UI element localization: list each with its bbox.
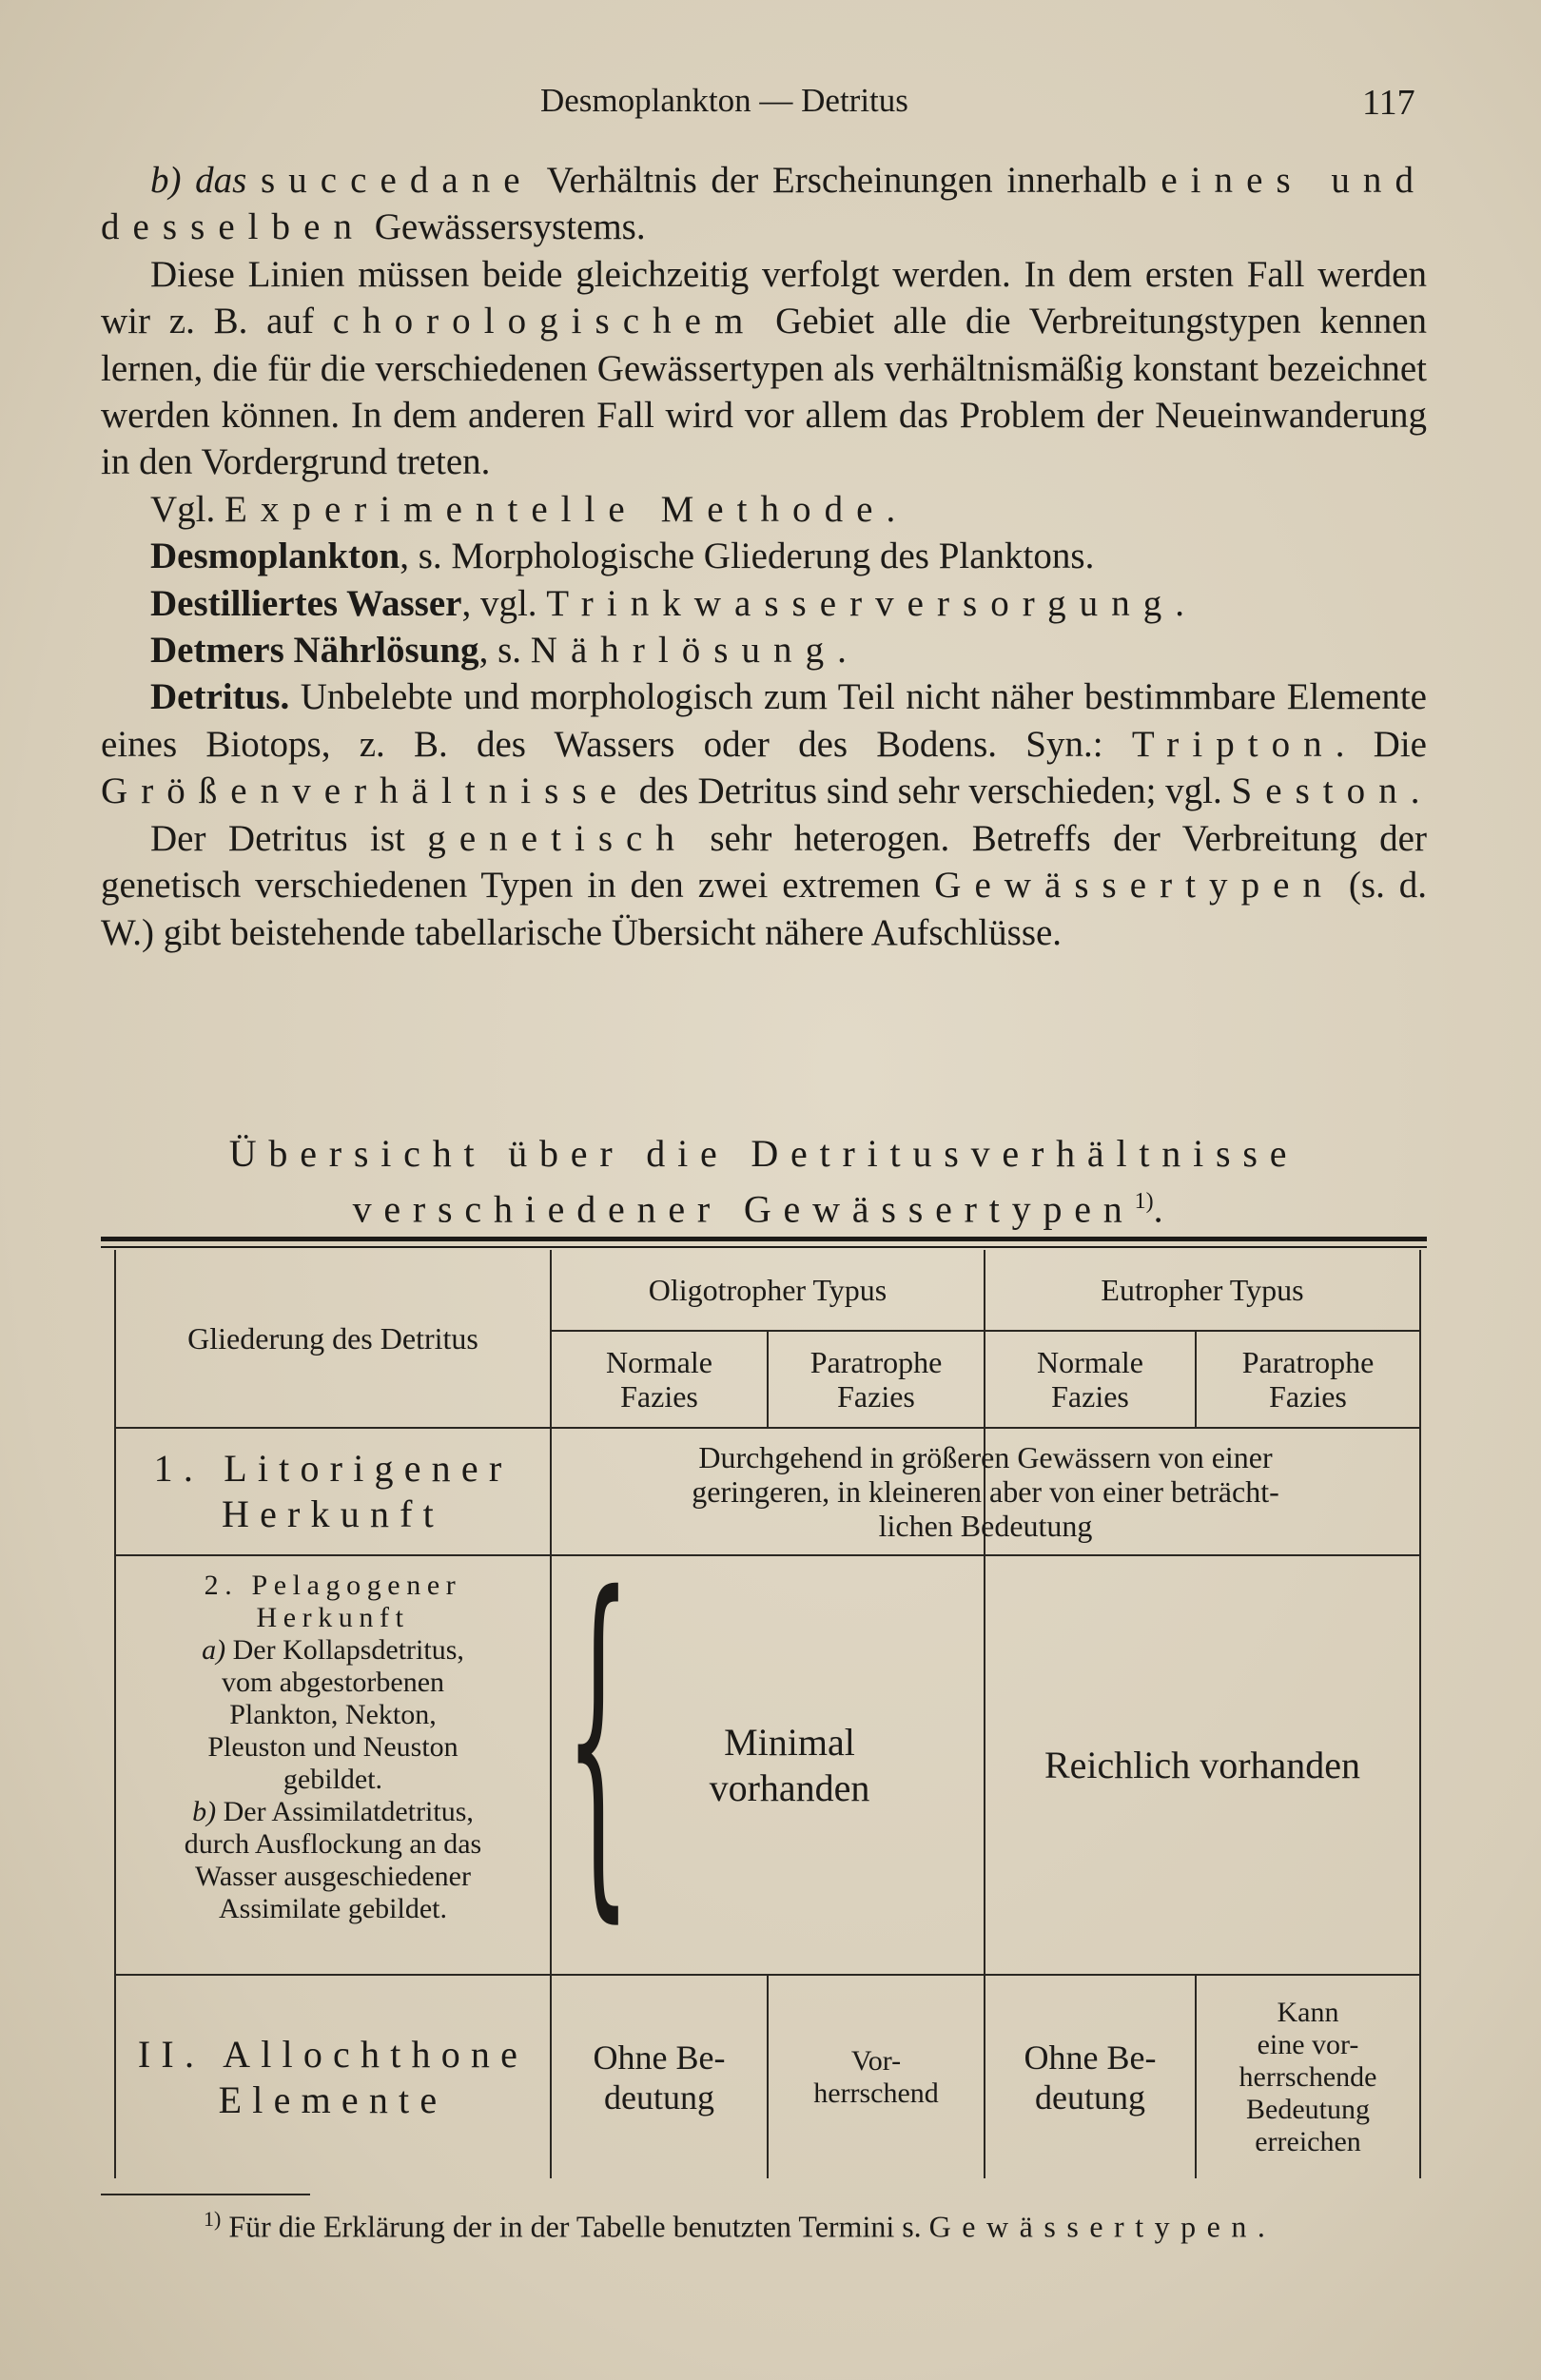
item-marker: b) <box>192 1796 217 1827</box>
spaced-term: Nährlösung <box>530 630 838 672</box>
spaced-term: Größenverhältnisse <box>101 771 630 812</box>
text-run: Für die Erklärung der in der Tabelle benutzten Termini s. <box>221 2209 929 2244</box>
text-run: , s. <box>478 630 531 672</box>
text-run: . <box>1257 2209 1265 2244</box>
paragraph-b <box>101 157 1427 251</box>
entry-desmoplankton <box>101 533 1427 579</box>
cell-line: Assimilate gebildet. <box>219 1893 447 1924</box>
row-pelagogen-label <box>116 1570 550 1925</box>
spaced-term: succedane <box>261 160 534 201</box>
cell-line: Plankton, Nekton, <box>229 1699 437 1730</box>
entry-term: Desmoplankton <box>150 536 400 577</box>
spaced-term: Tripton <box>1131 723 1336 765</box>
cell-line: Wasser ausgeschiedener <box>195 1861 471 1892</box>
paragraph-genetic <box>101 815 1427 956</box>
text-run: Vgl. <box>150 488 224 530</box>
table-rule <box>101 1246 1427 1248</box>
row-pelagogen-oligotroph <box>595 1556 984 1974</box>
footnote-marker: 1) <box>1134 1189 1154 1214</box>
header-oligotroph: Oligotropher Typus <box>648 1273 888 1307</box>
cell-line: Herkunft <box>222 1492 444 1535</box>
cell-line: Durchgehend in größeren Gewässern von einer <box>698 1440 1273 1474</box>
header-gliederung: Gliederung des Detritus <box>187 1321 478 1356</box>
cell-line <box>116 1796 550 1828</box>
curly-brace: { <box>565 1520 632 1952</box>
row-allochthon-eutro-paratrophe <box>1197 1976 1419 2178</box>
row-allochthon-oligo-paratrophe <box>769 1976 984 2178</box>
header-eutroph: Eutropher Typus <box>1101 1273 1304 1307</box>
footnote-text <box>101 2201 1427 2245</box>
cell-line: herrschend <box>813 2077 939 2109</box>
text-run: Unbelebte und morphologisch zum Teil nicht näher bestimmbare Elemente eines Biotops, z. B. des Wassers oder des Bodens. Syn.: <box>101 676 1427 765</box>
cell-line: Paratrophe <box>810 1345 943 1379</box>
entry-detritus <box>101 673 1427 814</box>
text-run: . <box>1410 771 1420 812</box>
text-run: (s. d. W.) gibt beistehende tabellarische Übersicht nähere Aufschlüsse. <box>101 865 1427 953</box>
row-allochthon-label <box>116 1976 550 2178</box>
table-title-line: verschiedener Gewässertypen$^{1)}$. <box>352 1187 1176 1231</box>
page-number: 117 <box>1362 83 1415 123</box>
text-run: Der Kollapsdetritus, <box>225 1634 464 1666</box>
table-title <box>101 1130 1427 1233</box>
cell-line: Fazies <box>620 1379 698 1414</box>
text-run: Der Detritus ist <box>150 817 428 859</box>
cell-line: Normale <box>606 1345 712 1379</box>
spaced-term: Seston <box>1231 771 1411 812</box>
text-run: Gewässersystems. <box>364 206 646 248</box>
text-run: . <box>886 488 896 530</box>
cell-line: Paratrophe <box>1241 1345 1375 1379</box>
cell-line <box>116 1634 550 1667</box>
spaced-term: Experimentelle Methode <box>224 488 887 530</box>
item-marker: a) <box>202 1634 226 1666</box>
cell-line: Herkunft <box>256 1602 410 1633</box>
text-run: . <box>837 630 847 672</box>
cell-line: deutung <box>604 2078 714 2117</box>
page-header <box>0 74 1541 131</box>
cell-line: herrschende <box>1239 2060 1377 2093</box>
cell-line: Normale <box>1037 1345 1143 1379</box>
subheader-oligo-paratrophe <box>769 1332 984 1427</box>
cross-reference <box>101 486 1427 533</box>
entry-term: Detmers Nährlösung <box>150 630 479 672</box>
text-run: , vgl. <box>461 582 547 624</box>
footnote <box>101 2201 1427 2245</box>
cell-line: 2. Pelagogener <box>204 1570 462 1601</box>
body-text <box>101 157 1427 956</box>
table-title-line: Übersicht über die Detritusverhältnisse <box>228 1132 1299 1175</box>
spaced-term: Gewässertypen <box>934 865 1336 907</box>
cell-line: Fazies <box>1051 1379 1129 1414</box>
spaced-term: genetisch <box>427 817 688 859</box>
entry-destilliertes-wasser <box>101 580 1427 627</box>
text-run: Der Assimilatdetritus, <box>216 1796 474 1827</box>
entry-term: Destilliertes Wasser <box>150 582 462 624</box>
footnote-rule <box>101 2194 310 2195</box>
row-pelagogen-eutroph: Reichlich vorhanden <box>1044 1743 1361 1786</box>
cell-line: II. Allochthone <box>137 2032 529 2076</box>
cell-line: vom abgestorbenen <box>221 1667 445 1698</box>
text-run: b) das <box>150 160 262 201</box>
cell-line: Vor- <box>850 2044 902 2077</box>
spaced-term: Trinkwasserversorgung <box>546 582 1176 624</box>
entry-detmers-naehrloesung <box>101 627 1427 673</box>
cell-line: geringeren, in kleineren aber von einer beträcht- <box>692 1474 1279 1509</box>
text-run: Diese Linien müssen beide gleichzeitig verfolgt werden. In dem ersten Fall werden wir z. B. auf <box>101 253 1427 342</box>
cell-line: Pleuston und Neuston <box>207 1731 458 1763</box>
detritus-table <box>101 1237 1427 2178</box>
cell-line: Kann <box>1277 1996 1339 2028</box>
cell-line: Bedeutung <box>1246 2093 1370 2125</box>
cell-line: vorhanden <box>709 1765 870 1809</box>
cell-line: erreichen <box>1255 2125 1361 2157</box>
cell-line: Elemente <box>218 2078 448 2121</box>
footnote-marker: 1) <box>204 2207 222 2231</box>
subheader-eutro-paratrophe <box>1197 1332 1419 1427</box>
cell-line: eine vor- <box>1257 2028 1359 2060</box>
cell-line: Ohne Be- <box>593 2038 726 2077</box>
cell-line: durch Ausflockung an das <box>184 1828 482 1860</box>
row-litorigen-text <box>552 1429 1419 1554</box>
text-run: Verhältnis der Erscheinungen innerhalb <box>533 160 1161 201</box>
cell-line: deutung <box>1035 2078 1145 2117</box>
paragraph-lines <box>101 251 1427 486</box>
text-run: , s. Morphologische Gliederung des Planktons. <box>400 536 1095 577</box>
text-run: verschiedener Gewässertypen <box>352 1187 1135 1231</box>
text-run: sehr heterogen. Betreffs der Verbreitung der genetisch verschiedenen Typen in den zwei extremen <box>101 817 1427 907</box>
entry-term: Detritus. <box>150 676 290 718</box>
row-allochthon-eutro-normale <box>985 1976 1195 2178</box>
running-head: Desmoplankton — Detritus <box>540 82 908 119</box>
subheader-oligo-normale <box>552 1332 767 1427</box>
subheader-eutro-normale <box>985 1332 1195 1427</box>
text-run: . Die <box>1335 723 1427 765</box>
text-run: Gebiet alle die Verbreitungstypen kennen lernen, die für die verschiedenen Gewässertypen als verhältnismäßig konstant bezeichnet werden können. In dem anderen Fall wird vor allem das Problem der Neueinwanderung in den Vordergrund treten. <box>101 301 1427 483</box>
text-run: des Detritus sind sehr verschieden; vgl. <box>629 771 1232 812</box>
row-litorigen-label <box>116 1429 550 1554</box>
cell-line: Fazies <box>1269 1379 1347 1414</box>
cell-line: Fazies <box>837 1379 915 1414</box>
spaced-term: Gewässertypen <box>928 2209 1258 2244</box>
cell-line: Minimal <box>724 1720 855 1764</box>
spaced-term: eines und desselben <box>101 160 1428 248</box>
spaced-term: chorologischem <box>332 301 757 342</box>
cell-line: Ohne Be- <box>1024 2038 1157 2077</box>
row-allochthon-oligo-normale <box>552 1976 767 2178</box>
cell-line: lichen Bedeutung <box>878 1509 1093 1543</box>
text-run: . <box>1175 582 1185 624</box>
table-border <box>1419 1250 1421 2178</box>
cell-line: gebildet. <box>283 1764 383 1795</box>
table-rule <box>101 1237 1427 1241</box>
cell-line: 1. Litorigener <box>153 1447 513 1490</box>
